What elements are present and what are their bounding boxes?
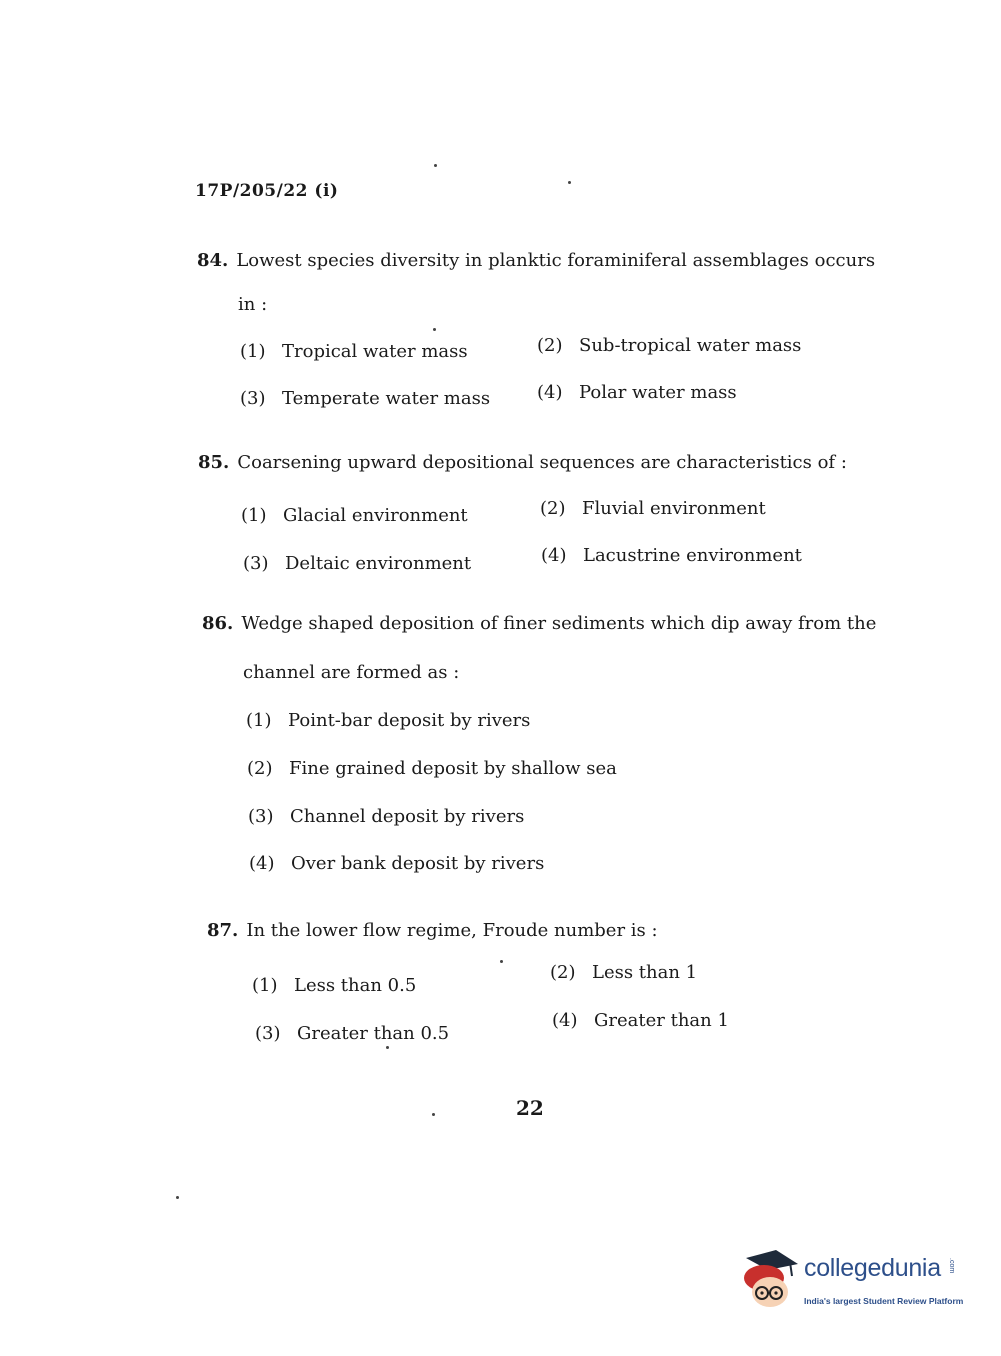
question-number: 84. <box>197 250 229 271</box>
option-87-1: (1) Less than 0.5 <box>252 975 417 996</box>
question-text: Lowest species diversity in planktic foraminiferal assemblages occurs <box>236 250 876 271</box>
question-87-line1 <box>207 920 658 941</box>
option-84-4: (4) Polar water mass <box>537 382 737 403</box>
scan-speck <box>568 181 571 184</box>
logo-domain-suffix: .com <box>948 1258 955 1274</box>
option-84-2: (2) Sub-tropical water mass <box>537 335 802 356</box>
question-86-line2: channel are formed as : <box>243 662 460 683</box>
option-87-4: (4) Greater than 1 <box>552 1010 729 1031</box>
question-number: 87. <box>207 920 239 941</box>
scan-speck <box>434 164 437 167</box>
logo-tagline: India's largest Student Review Platform <box>804 1296 964 1306</box>
scan-speck <box>386 1046 389 1049</box>
option-84-1: (1) Tropical water mass <box>240 341 468 362</box>
option-85-3: (3) Deltaic environment <box>243 553 472 574</box>
option-85-4: (4) Lacustrine environment <box>541 545 802 566</box>
question-number: 86. <box>202 613 234 634</box>
paper-code: 17P/205/22 (i) <box>195 181 339 201</box>
question-text: Wedge shaped deposition of finer sediments which dip away from the <box>241 613 877 634</box>
question-84-line2: in : <box>238 294 268 315</box>
page-number: 22 <box>516 1096 544 1120</box>
option-86-2: (2) Fine grained deposit by shallow sea <box>247 758 617 779</box>
option-85-2: (2) Fluvial environment <box>540 498 766 519</box>
mascot-logo-icon <box>742 1248 800 1310</box>
option-86-4: (4) Over bank deposit by rivers <box>249 853 545 874</box>
option-86-3: (3) Channel deposit by rivers <box>248 806 525 827</box>
option-84-3: (3) Temperate water mass <box>240 388 491 409</box>
logo-wordmark: collegedunia <box>804 1254 941 1282</box>
scan-speck <box>176 1196 179 1199</box>
option-87-3: (3) Greater than 0.5 <box>255 1023 450 1044</box>
scan-speck <box>500 960 503 963</box>
question-text: In the lower flow regime, Froude number is : <box>246 920 658 941</box>
option-85-1: (1) Glacial environment <box>241 505 468 526</box>
question-number: 85. <box>198 452 230 473</box>
option-87-2: (2) Less than 1 <box>550 962 698 983</box>
collegedunia-logo[interactable] <box>742 1248 970 1312</box>
question-85-line1 <box>198 452 847 473</box>
question-86-line1 <box>202 613 876 634</box>
scan-speck <box>433 328 436 331</box>
question-84-line1 <box>197 250 875 271</box>
option-86-1: (1) Point-bar deposit by rivers <box>246 710 531 731</box>
question-text: Coarsening upward depositional sequences are characteristics of : <box>237 452 847 473</box>
scan-speck <box>432 1113 435 1116</box>
